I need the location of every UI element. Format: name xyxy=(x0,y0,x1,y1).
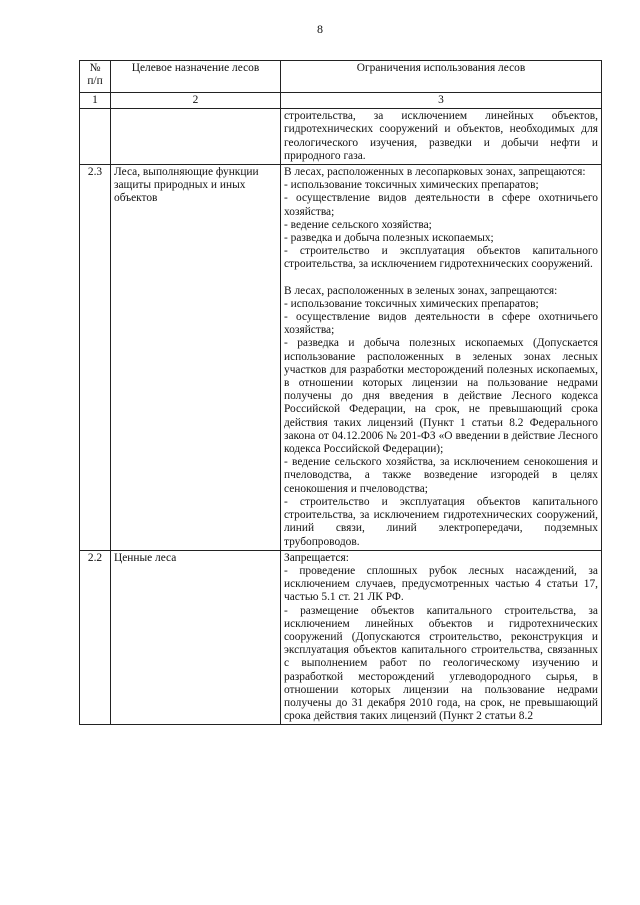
restriction-text: строительства, за исключением линейных объектов, гидротехнических сооружений и объектов, необходимых для геологического изучения, разведки и добычи нефти и природного газа. xyxy=(284,110,598,162)
row-number: 2.2 xyxy=(80,550,111,725)
row-number: 2.3 xyxy=(80,165,111,551)
continuation-row xyxy=(80,109,602,165)
empty-cell xyxy=(80,109,111,165)
index-cell: 2 xyxy=(111,93,281,109)
header-purpose: Целевое назначение лесов xyxy=(111,61,281,93)
restriction-cell xyxy=(281,165,602,551)
table-row xyxy=(80,165,602,551)
restriction-text: - использование токсичных химических препаратов; xyxy=(284,179,539,192)
restriction-text: - осуществление видов деятельности в сфере охотничьего хозяйства; xyxy=(284,192,598,218)
restriction-text: - строительство и эксплуатация объектов капитального строительства, за исключением гидротехнических сооружений, линий связи, линий электропередачи, подземных трубопроводов. xyxy=(284,495,598,548)
empty-cell xyxy=(111,109,281,165)
row-purpose: Ценные леса xyxy=(111,550,281,725)
restriction-text: - использование токсичных химических препаратов; xyxy=(284,297,539,310)
index-cell: 3 xyxy=(281,93,602,109)
restriction-text: - размещение объектов капитального строительства, за исключением линейных объектов и гидротехнических сооружений (Допускаются строительство, реконструкция и эксплуатация объектов капитального строительства, связанных с выполнением работ по геологическому изучению и разработкой месторождений углеводородного сырья, в отношении которых лицензии на пользование недрами получены до 31 декабря 2010 года, на срок, не превышающий срока действия таких лицензий (Пункт 2 статьи 8.2 xyxy=(284,604,598,723)
index-row xyxy=(80,93,602,109)
header-num: № п/п xyxy=(80,61,111,93)
restriction-text: В лесах, расположенных в зеленых зонах, запрещаются: xyxy=(284,284,558,297)
header-restrictions: Ограничения использования лесов xyxy=(281,61,602,93)
restriction-cell xyxy=(281,109,602,165)
header-row xyxy=(80,61,602,93)
restriction-text: - ведение сельского хозяйства; xyxy=(284,218,432,231)
index-cell: 1 xyxy=(80,93,111,109)
restriction-text: В лесах, расположенных в лесопарковых зонах, запрещаются: xyxy=(284,166,586,179)
restriction-text: - осуществление видов деятельности в сфере охотничьего хозяйства; xyxy=(284,311,598,337)
restriction-text: - ведение сельского хозяйства, за исключением сенокошения и пчеловодства, а также возведение изгородей в целях сенокошения и пчеловодства; xyxy=(284,456,598,495)
restriction-text: Запрещается: xyxy=(284,551,349,564)
table-row xyxy=(80,550,602,725)
forest-restrictions-table xyxy=(79,60,602,725)
restriction-text: - разведка и добыча полезных ископаемых (Допускается использование расположенных в зеленых зонах лесных участков для разработки месторождений полезных ископаемых, в отношении которых лицензии на пользование недрами получены до дня введения в действие Лесного кодекса Российской Федерации, на срок, не превышающий срока действия таких лицензий (Пункт 1 статьи 8.2 Федерального закона от 04.12.2006 № 201-ФЗ «О введении в действие Лесного кодекса Российской Федерации); xyxy=(284,337,598,456)
restriction-text: - разведка и добыча полезных ископаемых; xyxy=(284,232,494,245)
row-purpose: Леса, выполняющие функции защиты природных и иных объектов xyxy=(111,165,281,551)
restriction-text: - проведение сплошных рубок лесных насаждений, за исключением случаев, предусмотренных частью 4 статьи 17, частью 5.1 ст. 21 ЛК РФ. xyxy=(284,564,598,604)
restriction-cell xyxy=(281,550,602,725)
restriction-text: - строительство и эксплуатация объектов капитального строительства, за исключением гидротехнических сооружений. xyxy=(284,245,598,271)
page-number: 8 xyxy=(317,22,323,36)
